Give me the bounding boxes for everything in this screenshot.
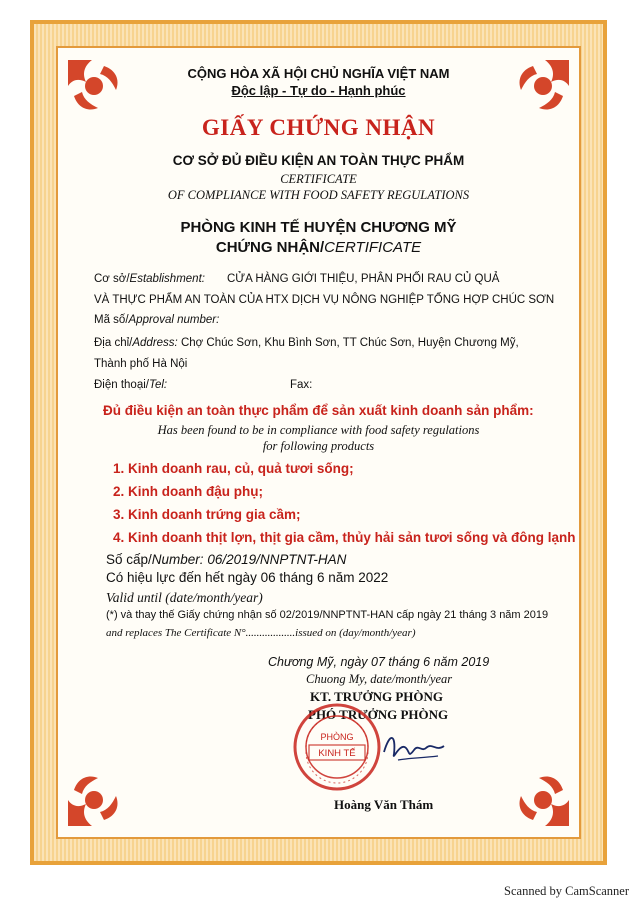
certificate-subtitle-en-1: CERTIFICATE xyxy=(280,172,357,186)
address-row xyxy=(94,337,519,349)
product-item: 2. Kinh doanh đậu phụ; xyxy=(113,484,263,499)
address-label-en: Address: xyxy=(132,337,178,349)
issuer-office: PHÒNG KINH TẾ HUYỆN CHƯƠNG MỸ xyxy=(180,219,457,236)
fax-label: Fax: xyxy=(290,379,313,391)
phone-label: Điện thoại/ xyxy=(94,379,149,391)
certifies-en: CERTIFICATE xyxy=(324,239,422,256)
product-item: 3. Kinh doanh trứng gia cầm; xyxy=(113,507,301,522)
certificate-title: GIẤY CHỨNG NHẬN xyxy=(201,115,436,140)
issue-date: Chương Mỹ, ngày 07 tháng 6 năm 2019 xyxy=(268,655,490,669)
seal-text-1: PHÒNG xyxy=(320,732,354,742)
corner-ornament-bottom-right xyxy=(511,768,573,830)
product-item: 1. Kinh doanh rau, củ, quả tươi sống; xyxy=(113,461,354,476)
signer-title-1: KT. TRƯỞNG PHÒNG xyxy=(310,689,444,704)
establishment-row xyxy=(94,273,499,285)
replaces-text-en: and replaces The Certificate N°..................issued on (day/month/year) xyxy=(106,627,416,639)
number-label-en: Number: xyxy=(151,552,204,567)
establishment-label: Cơ sở/ xyxy=(94,273,130,285)
republic-heading: CỘNG HÒA XÃ HỘI CHỦ NGHĨA VIỆT NAM xyxy=(187,66,450,81)
compliance-statement-en-1: Has been found to be in compliance with food safety regulations xyxy=(157,423,480,437)
replaces-text: (*) và thay thế Giấy chứng nhận số 02/2019/NNPTNT-HAN cấp ngày 21 tháng 3 năm 2019 xyxy=(106,609,549,621)
number-label: Số cấp/ xyxy=(106,552,152,567)
approval-label-en: Approval number: xyxy=(128,314,220,326)
issue-date-en: Chuong My, date/month/year xyxy=(306,672,453,686)
national-motto: Độc lập - Tự do - Hạnh phúc xyxy=(231,83,406,98)
product-item: 4. Kinh doanh thịt lợn, thịt gia cầm, thủy hải sản tươi sống và đông lạnh xyxy=(113,530,576,545)
phone-label-en: Tel: xyxy=(148,379,168,391)
handwritten-signature xyxy=(378,722,450,772)
certificate-subtitle-en-2: OF COMPLIANCE WITH FOOD SAFETY REGULATIONS xyxy=(167,188,470,202)
signer-title-2: PHÓ TRƯỞNG PHÒNG xyxy=(308,707,449,722)
compliance-statement-en-2: for following products xyxy=(262,439,375,453)
address-line-1: Chợ Chúc Sơn, Khu Bình Sơn, TT Chúc Sơn, Huyện Chương Mỹ, xyxy=(180,337,519,349)
phone-row xyxy=(94,379,167,391)
scanner-watermark: Scanned by CamScanner xyxy=(504,884,629,898)
validity-text-en: Valid until (date/month/year) xyxy=(106,590,263,605)
approval-row xyxy=(94,314,219,326)
official-seal xyxy=(292,702,382,792)
signer-name: Hoàng Văn Thám xyxy=(334,797,434,812)
address-label: Địa chỉ/ xyxy=(94,337,133,349)
address-line-2: Thành phố Hà Nội xyxy=(94,358,188,370)
approval-label: Mã số/ xyxy=(94,314,129,326)
validity-text: Có hiệu lực đến hết ngày 06 tháng 6 năm 2022 xyxy=(106,570,389,585)
certificate-number: 06/2019/NNPTNT-HAN xyxy=(207,552,347,567)
certifies-vn: CHỨNG NHẬN/ xyxy=(215,239,325,256)
issuer-certifies xyxy=(56,239,581,256)
corner-ornament-bottom-left xyxy=(64,768,126,830)
compliance-statement: Đủ điều kiện an toàn thực phẩm để sản xuất kinh doanh sản phẩm: xyxy=(103,403,534,418)
establishment-name-2: VÀ THỰC PHẨM AN TOÀN CỦA HTX DỊCH VỤ NÔNG NGHIỆP TỔNG HỢP CHÚC SƠN xyxy=(94,294,555,306)
certificate-number-row xyxy=(106,552,346,567)
seal-text-2: KINH TẾ xyxy=(318,748,356,759)
establishment-name-1: CỬA HÀNG GIỚI THIỆU, PHÂN PHỐI RAU CỦ QUẢ xyxy=(226,273,500,285)
establishment-label-en: Establishment: xyxy=(129,273,205,285)
certificate-subtitle: CƠ SỞ ĐỦ ĐIỀU KIỆN AN TOÀN THỰC PHẨM xyxy=(172,153,465,168)
